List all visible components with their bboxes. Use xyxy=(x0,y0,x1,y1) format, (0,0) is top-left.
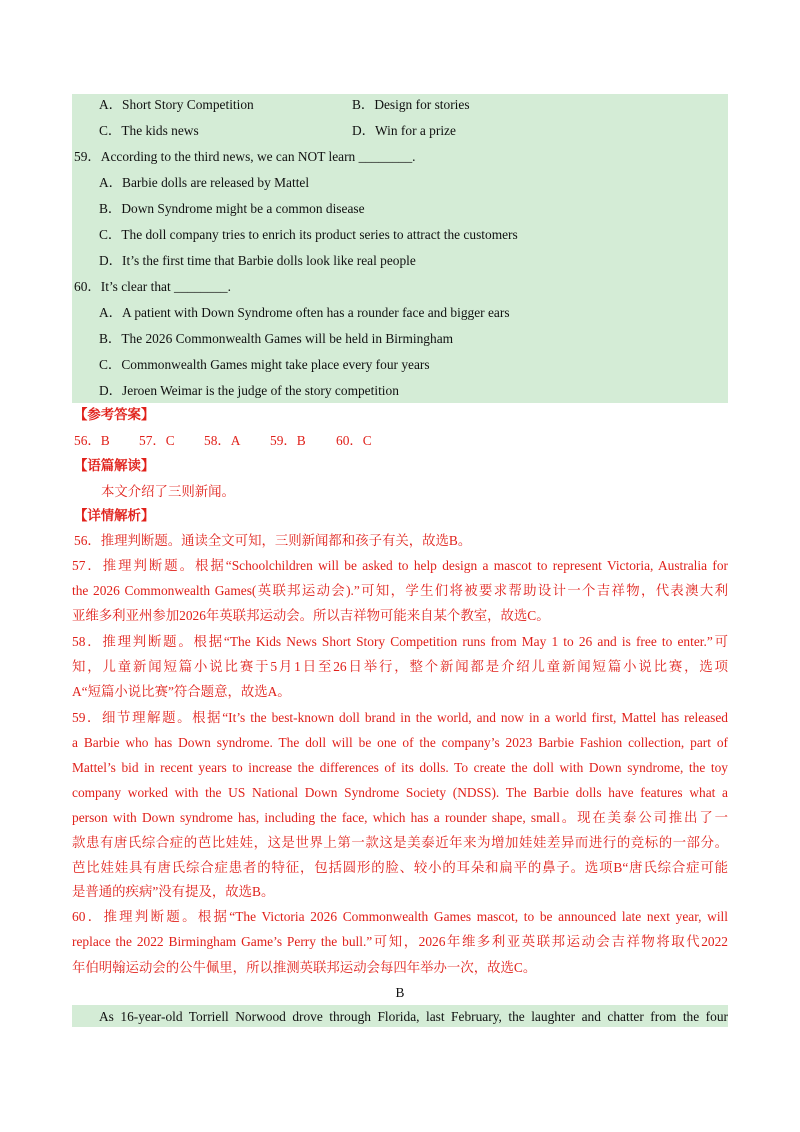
analysis-line: Mattel’s bid in recent years to increase the differences of its dolls. To create the doll with Down syndrome, the toy xyxy=(72,760,728,775)
q58-option-c: C．The kids news xyxy=(99,123,199,138)
analysis-line: a Barbie who has Down syndrome. The doll will be one of the company’s 2023 Barbie Fashion collection, part of xyxy=(72,735,728,750)
analysis-line: 知，儿童新闻短篇小说比赛于5月1日至26日举行，整个新闻都是介绍儿童新闻短篇小说比赛，选项 xyxy=(72,659,728,674)
analysis-line: 款患有唐氏综合症的芭比娃娃，这是世界上第一款这是美泰近年来为增加娃娃差异而进行的竞标的一部分。 xyxy=(72,835,728,850)
summary-heading: 【语篇解读】 xyxy=(74,458,155,473)
q58-option-b: B．Design for stories xyxy=(352,97,470,112)
answer-2: 57．C xyxy=(139,433,175,448)
q58-option-d: D．Win for a prize xyxy=(352,123,456,138)
passage-b-first-line: As 16-year-old Torriell Norwood drove through Florida, last February, the laughter and chatter from the four xyxy=(99,1009,728,1024)
q60-option-c: C．Commonwealth Games might take place every four years xyxy=(99,357,430,372)
analysis-line: 年伯明翰运动会的公牛佩里，所以推测英联邦运动会每四年举办一次，故选C。 xyxy=(72,960,537,975)
q60-option-d: D．Jeroen Weimar is the judge of the story competition xyxy=(99,383,399,398)
q59-stem: 59．According to the third news, we can NOT learn ________. xyxy=(74,149,416,164)
answer-heading: 【参考答案】 xyxy=(74,407,155,422)
analysis-line: person with Down syndrome has, including the face, which has a rounder shape, small。现在美泰公司推出了一 xyxy=(72,810,728,825)
q60-option-a: A．A patient with Down Syndrome often has a rounder face and bigger ears xyxy=(99,305,510,320)
q60-option-b: B．The 2026 Commonwealth Games will be held in Birmingham xyxy=(99,331,454,346)
answer-3: 58．A xyxy=(204,433,241,448)
analysis-heading: 【详情解析】 xyxy=(74,508,155,523)
analysis-line: 56．推理判断题。通读全文可知，三则新闻都和孩子有关，故选B。 xyxy=(74,533,472,548)
analysis-line: 59．细节理解题。根据“It’s the best-known doll brand in the world, and now in a world first, Mattel has released xyxy=(72,710,728,725)
analysis-line: A“短篇小说比赛”符合题意，故选A。 xyxy=(72,684,291,699)
analysis-line: 芭比娃娃具有唐氏综合症患者的特征，包括圆形的脸、较小的耳朵和扁平的鼻子。选项B“唐氏综合症可能 xyxy=(72,860,728,875)
analysis-line: the 2026 Commonwealth Games(英联邦运动会).”可知，学生们将被要求帮助设计一个吉祥物，代表澳大利 xyxy=(72,583,728,598)
q59-option-b: B．Down Syndrome might be a common disease xyxy=(99,201,365,216)
analysis-line: replace the 2022 Birmingham Game’s Perry the bull.”可知，2026年维多利亚英联邦运动会吉祥物将取代2022 xyxy=(72,934,728,949)
section-b-label: B xyxy=(395,985,405,1000)
q60-stem: 60．It’s clear that ________. xyxy=(74,279,231,294)
answer-5: 60．C xyxy=(336,433,372,448)
answer-4: 59．B xyxy=(270,433,306,448)
q59-option-c: C．The doll company tries to enrich its product series to attract the customers xyxy=(99,227,518,242)
analysis-line: 58．推理判断题。根据“The Kids News Short Story Competition runs from May 1 to 26 and is free to enter.”可 xyxy=(72,634,728,649)
analysis-line: 是普通的疾病”没有提及，故选B。 xyxy=(72,884,275,899)
q59-option-d: D．It’s the first time that Barbie dolls look like real people xyxy=(99,253,416,268)
analysis-line: 亚维多利亚州参加2026年英联邦运动会。所以吉祥物可能来自某个教室，故选C。 xyxy=(72,608,550,623)
q59-option-a: A．Barbie dolls are released by Mattel xyxy=(99,175,310,190)
q58-option-a: A．Short Story Competition xyxy=(99,97,254,112)
answer-1: 56．B xyxy=(74,433,110,448)
analysis-line: company worked with the US National Down Syndrome Society (NDSS). The Barbie dolls have features what a xyxy=(72,785,728,800)
summary-text: 本文介绍了三则新闻。 xyxy=(101,484,235,499)
analysis-line: 57．推理判断题。根据“Schoolchildren will be asked to help design a mascot to represent Victoria, Australia for xyxy=(72,558,728,573)
analysis-line: 60．推理判断题。根据“The Victoria 2026 Commonwealth Games mascot, to be announced late next year, will xyxy=(72,909,728,924)
